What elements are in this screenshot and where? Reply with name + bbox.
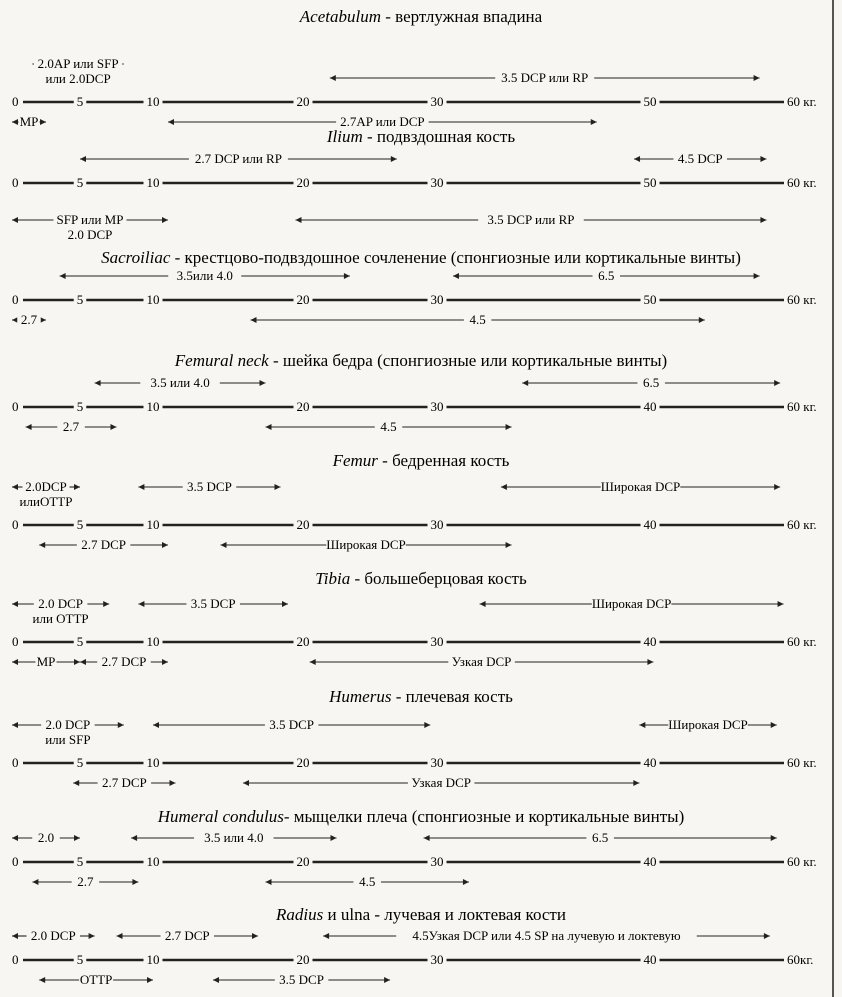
scale-tick-label: 20 [296,854,310,869]
arrow-head-left [138,484,144,490]
russian-name: - большеберцовая кость [350,569,527,588]
implant-range [266,419,512,434]
implant-label: 2.7 DCP [101,775,147,790]
scale-tick-label: 5 [76,94,84,109]
arrow-head-right [760,156,766,162]
arrow-head-left [131,835,137,841]
implant-range [60,268,350,283]
implant-label: 2.7AP или DCP [340,114,425,129]
implant-range [243,775,639,790]
arrow-head-left [80,156,86,162]
section-femur [12,451,817,552]
scale-tick-label: 20 [296,755,310,770]
implant-label: SFP или MP [56,212,124,227]
arrow-head-right [147,977,153,983]
implant-range [12,654,80,669]
implant-range [266,874,469,889]
implant-label: 2.0 [37,830,55,845]
implant-range [12,310,46,327]
scale-tick-label: 40 [643,517,657,532]
arrow-head-left [26,424,32,430]
section-acetabulum [12,7,817,129]
implant-range [117,928,259,943]
section-title [101,248,741,267]
scale-tick-label: 5 [76,399,84,414]
arrow-head-right [275,484,281,490]
scale-tick-label: 60 кг. [787,292,817,307]
implant-range [138,596,288,611]
arrow-head-left [213,977,219,983]
arrow-head-left [330,75,336,81]
scale-tick-label: 10 [146,517,160,532]
scale-tick-label: 10 [146,292,160,307]
arrow-head-left [80,659,86,665]
arrow-head-right [754,75,760,81]
arrow-head-left [266,879,272,885]
implant-label: 2.0 DCP [45,717,91,732]
arrow-head-right [647,659,653,665]
implant-label: Широкая DCP [668,717,748,732]
scale-tick-label: 60 кг. [787,94,817,109]
scale-tick-label: 20 [296,952,310,967]
scale-tick-label: 0 [12,399,19,414]
implant-range [12,212,168,242]
section-title [275,905,566,924]
scale-tick-label: 0 [12,175,19,190]
section-radius [12,905,813,987]
scale-tick-label: 60 кг. [787,517,817,532]
latin-name: Humerus [329,687,392,706]
scale-tick-label: 30 [430,854,444,869]
arrow-head-right [463,879,469,885]
implant-range [12,114,46,129]
russian-name: - вертлужная впадина [381,7,543,26]
implant-label: 2.7 [62,419,80,434]
implant-label: Узкая DCP [411,775,471,790]
implant-label: 6.5 [592,830,609,845]
implant-label: Широкая DCP [326,537,406,552]
arrow-head-left [138,601,144,607]
arrow-head-left [32,879,38,885]
arrow-head-left [453,273,459,279]
implant-label: 4.5 DCP [677,151,723,166]
scale-tick-label: 60кг. [787,952,814,967]
scale-tick-label: 20 [296,94,310,109]
russian-name: - плечевая кость [391,687,513,706]
arrow-head-right [424,722,430,728]
implant-range [39,537,168,552]
section-title [174,351,667,370]
arrow-head-left [522,380,528,386]
arrow-head-left [501,484,507,490]
implant-label: 4.5 [359,874,376,889]
arrow-head-left [424,835,430,841]
latin-name: Acetabulum [299,7,381,26]
arrow-head-left [73,780,79,786]
arrow-head-right [89,933,95,939]
russian-name: - шейка бедра (спонгиозные или кортикальные винты) [268,351,668,370]
implant-range [12,596,109,626]
implant-range [95,375,266,390]
arrow-head-right [170,780,176,786]
arrow-head-right [506,542,512,548]
section-title [328,687,513,706]
implant-label-line2: или OTTP [32,611,89,626]
arrow-head-right [103,601,109,607]
implant-range [310,654,654,669]
arrow-head-left [296,217,302,223]
implant-range [639,717,776,732]
arrow-head-right [40,119,46,125]
implant-label: 3.5 или 4.0 [150,375,210,390]
implant-label: 2.7 DCP [101,654,147,669]
implant-label: MP [19,114,39,129]
arrow-head-left [12,217,18,223]
arrow-head-left [480,601,486,607]
arrow-head-right [771,835,777,841]
scale-tick-label: 5 [76,517,84,532]
implant-label: Широкая DCP [600,479,681,494]
scale-tick-label: 10 [146,399,160,414]
scale-tick-label: 10 [146,634,160,649]
implant-range [480,596,784,611]
scale-tick-label: 10 [146,854,160,869]
arrow-head-right [778,601,784,607]
section-title [315,569,527,588]
arrow-head-left [60,273,66,279]
implant-label: 2.0 DCP [38,596,83,611]
implant-label: 2.7 [77,874,94,889]
scale-tick-label: 5 [76,634,84,649]
arrow-head-right [331,835,337,841]
implant-label: 2.0AP или SFP [37,56,119,71]
implant-label: 6.5 [598,268,615,283]
arrow-head-left [95,380,101,386]
latin-name: Femural neck [174,351,269,370]
implant-range [73,775,175,790]
section-title [326,127,515,146]
scale-tick-label: 20 [296,292,310,307]
arrow-head-right [282,601,288,607]
implant-range [424,830,777,845]
section-sacroiliac [12,248,817,327]
implant-range [32,874,138,889]
arrow-head-right [344,273,350,279]
implant-label: 4.5Узкая DCP или 4.5 SP на лучевую и локтевую [412,928,681,943]
scale-tick-label: 30 [430,755,444,770]
latin-name: Radius [276,905,324,924]
implant-range [12,479,80,509]
scale-tick-label: 0 [12,94,19,109]
arrow-head-left [243,780,249,786]
scale-tick-label: 40 [643,952,657,967]
implant-label: 3.5 DCP [279,972,324,987]
arrow-head-right [699,317,705,323]
scale-tick-label: 60 кг. [787,399,817,414]
implant-label-line2: 2.0 DCP [67,227,113,242]
implant-range [634,151,766,166]
arrow-head-right [760,217,766,223]
arrow-head-left [12,317,18,323]
implant-label-line2: или 2.0DCP [45,71,111,86]
implant-label: 2.0 DCP [30,928,76,943]
implant-range [213,972,390,987]
scale-tick-label: 10 [146,952,160,967]
scale-tick-label: 30 [430,292,444,307]
section-tibia [12,569,817,669]
arrow-head-right [162,217,168,223]
scale-tick-label: 0 [12,952,19,967]
scale-tick-label: 5 [76,292,84,307]
arrow-head-left [12,119,18,125]
scale-tick-label: 0 [12,755,19,770]
arrow-head-right [40,317,46,323]
implant-label: 3.5или 4.0 [176,268,233,283]
scale-tick-label: 40 [643,634,657,649]
scale-tick-label: 5 [76,755,84,770]
arrow-head-left [323,933,329,939]
implant-range [453,268,760,283]
scale-tick-label: 40 [643,755,657,770]
arrow-head-left [12,835,18,841]
page-edge-line [832,0,834,997]
implant-label: 2.7 DCP [81,537,126,552]
scale-tick-label: 10 [146,175,160,190]
scale-tick-label: 0 [12,634,19,649]
arrow-head-right [74,659,80,665]
implant-label: 3.5 DCP или RP [487,212,575,227]
arrow-head-right [74,484,80,490]
implant-range [251,312,705,327]
russian-name: и ulna - лучевая и локтевая кости [323,905,566,924]
scale-tick-label: 30 [430,517,444,532]
scale-tick-label: 30 [430,952,444,967]
arrow-head-left [39,977,45,983]
scale-tick-label: 10 [146,94,160,109]
implant-range [12,830,80,845]
latin-name: Ilium [326,127,363,146]
arrow-head-left [266,424,272,430]
implant-label: 4.5 [469,312,486,327]
implant-label: MP [36,654,56,669]
latin-name: Sacroiliac [101,248,171,267]
scale-tick-label: 60 кг. [787,755,817,770]
arrow-head-left [221,542,227,548]
implant-range [153,717,430,732]
scale-tick-label: 40 [643,399,657,414]
arrow-head-right [506,424,512,430]
scale-tick-label: 20 [296,634,310,649]
latin-name: Tibia [315,569,351,588]
implant-label: 2.0DCP [25,479,67,494]
arrow-head-right [391,156,397,162]
implant-range [26,419,117,434]
implant-label: OTTP [79,972,113,987]
implant-label: 2.7 [20,312,38,327]
scale-tick-label: 50 [643,94,657,109]
section-title [332,451,510,470]
arrow-head-right [111,424,117,430]
arrow-head-right [774,484,780,490]
scale-tick-label: 50 [643,292,657,307]
arrow-head-right [252,933,258,939]
scale-tick-label: 20 [296,517,310,532]
implant-range [39,972,153,987]
implant-range [323,928,770,943]
scale-tick-label: 5 [76,175,84,190]
scale-tick-label: 40 [643,854,657,869]
scale-tick-label: 0 [12,517,19,532]
implant-label: 4.5 [380,419,397,434]
implant-label: Узкая DCP [451,654,512,669]
arrow-head-right [591,119,597,125]
arrow-head-right [764,933,770,939]
section-ilium [12,127,817,242]
implant-range [131,830,336,845]
implant-range [80,654,168,669]
latin-name: Humeral condulus [157,807,284,826]
arrow-head-right [633,780,639,786]
arrow-head-left [634,156,640,162]
implant-label: 3.5 DCP [269,717,315,732]
section-humerus [12,687,817,790]
implant-label: 3.5 DCP [190,596,236,611]
arrow-head-left [12,722,18,728]
russian-name: - бедренная кость [377,451,510,470]
scale-tick-label: 5 [76,952,84,967]
arrow-head-left [12,659,18,665]
scale-tick-label: 10 [146,755,160,770]
implant-range [12,717,124,747]
implant-label: 3.5 DCP или RP [501,70,589,85]
implant-range [221,537,512,552]
russian-name: - подвздошная кость [362,127,516,146]
scale-tick-label: 5 [76,854,84,869]
scale-tick-label: 20 [296,175,310,190]
arrow-head-right [132,879,138,885]
arrow-head-left [251,317,257,323]
implant-label: Широкая DCP [591,596,672,611]
latin-name: Femur [332,451,378,470]
scale-tick-label: 0 [12,854,19,869]
arrow-head-right [260,380,266,386]
arrow-head-right [162,659,168,665]
implant-label-line2: илиOTTP [19,494,73,509]
arrow-head-right [754,273,760,279]
implant-range [296,212,767,227]
arrow-head-right [771,722,777,728]
scale-tick-label: 50 [643,175,657,190]
arrow-head-right [774,380,780,386]
section-title [299,7,543,26]
arrow-head-left [153,722,159,728]
scale-tick-label: 0 [12,292,19,307]
scale-tick-label: 20 [296,399,310,414]
arrow-head-left [117,933,123,939]
implant-label: 2.7 DCP или RP [194,151,282,166]
arrow-head-left [12,601,18,607]
implant-range [330,70,760,85]
section-femural-neck [12,351,817,434]
arrow-head-right [162,542,168,548]
arrow-head-left [12,933,18,939]
scale-tick-label: 60 кг. [787,854,817,869]
arrow-head-right [384,977,390,983]
arrow-head-left [639,722,645,728]
arrow-head-right [118,722,124,728]
section-humeral-condulus [12,807,817,889]
scale-tick-label: 60 кг. [787,175,817,190]
implant-label: 3.5 DCP [187,479,232,494]
arrow-head-left [39,542,45,548]
russian-name: - мыщелки плеча (спонгиозные и кортикальные винты) [283,807,685,826]
scale-tick-label: 30 [430,175,444,190]
implant-label: 3.5 или 4.0 [204,830,264,845]
implant-label: 2.7 DCP [164,928,210,943]
implant-range [80,151,397,166]
implant-range [12,928,95,943]
implant-range [138,479,280,494]
arrow-head-right [74,835,80,841]
implant-range [522,375,780,390]
implant-label: 6.5 [643,375,660,390]
scale-tick-label: 30 [430,94,444,109]
implant-range [32,54,123,86]
arrow-head-left [12,484,18,490]
arrow-head-left [168,119,174,125]
implant-label-line2: или SFP [45,732,91,747]
scale-tick-label: 30 [430,399,444,414]
arrow-head-left [310,659,316,665]
scale-tick-label: 30 [430,634,444,649]
russian-name: - крестцово-подвздошное сочленение (спонгиозные или кортикальные винты) [170,248,741,267]
scale-tick-label: 60 кг. [787,634,817,649]
section-title [157,807,684,826]
implant-range [501,479,780,494]
